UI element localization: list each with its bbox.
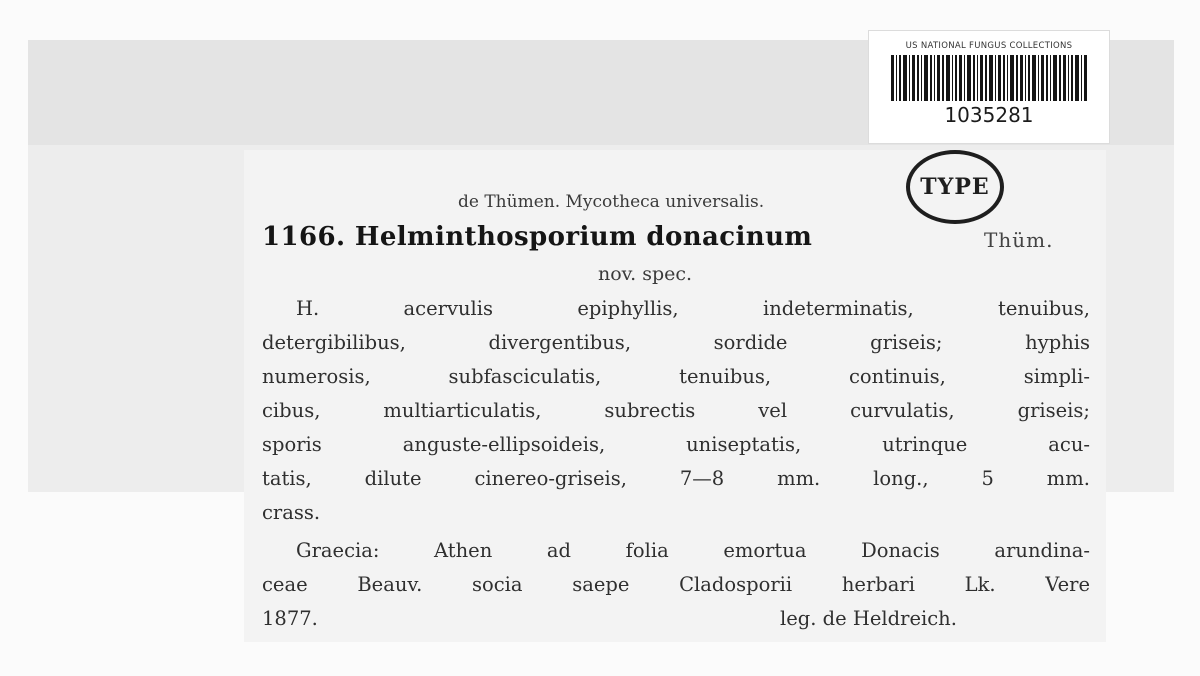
type-stamp: [906, 150, 1004, 224]
locality-line: ceae Beauv. socia saepe Cladosporii herbari Lk. Vere: [262, 573, 1090, 596]
description-line: crass.: [262, 501, 321, 524]
collector: leg. de Heldreich.: [780, 607, 957, 630]
barcode-bars: [891, 55, 1087, 101]
barcode-caption: US NATIONAL FUNGUS COLLECTIONS: [905, 41, 1073, 51]
locality-line: Graecia: Athen ad folia emortua Donacis arundina-: [296, 539, 1090, 562]
locality-text: [262, 534, 1090, 602]
description-line: tatis, dilute cinereo-griseis, 7—8 mm. long., 5 mm.: [262, 467, 1090, 490]
species-number-title: 1166. Helminthosporium donacinum: [262, 222, 813, 252]
barcode-label: [868, 30, 1110, 144]
description-line: sporis anguste-ellipsoideis, uniseptatis, utrinque acu-: [262, 433, 1090, 456]
description-line: numerosis, subfasciculatis, tenuibus, continuis, simpli-: [262, 365, 1090, 388]
series-title: de Thümen. Mycotheca universalis.: [458, 192, 765, 212]
species-author: Thüm.: [984, 228, 1054, 252]
description-line: H. acervulis epiphyllis, indeterminatis, tenuibus,: [296, 297, 1090, 320]
type-stamp-text: TYPE: [920, 174, 990, 200]
species-description: [262, 292, 1090, 530]
description-line: cibus, multiarticulatis, subrectis vel curvulatis, griseis;: [262, 399, 1090, 422]
collection-year: 1877.: [262, 607, 318, 630]
year-collector-row: [262, 602, 1090, 636]
description-line: detergibilibus, divergentibus, sordide griseis; hyphis: [262, 331, 1090, 354]
barcode-number: 1035281: [944, 103, 1034, 127]
nov-spec-note: nov. spec.: [598, 263, 693, 285]
